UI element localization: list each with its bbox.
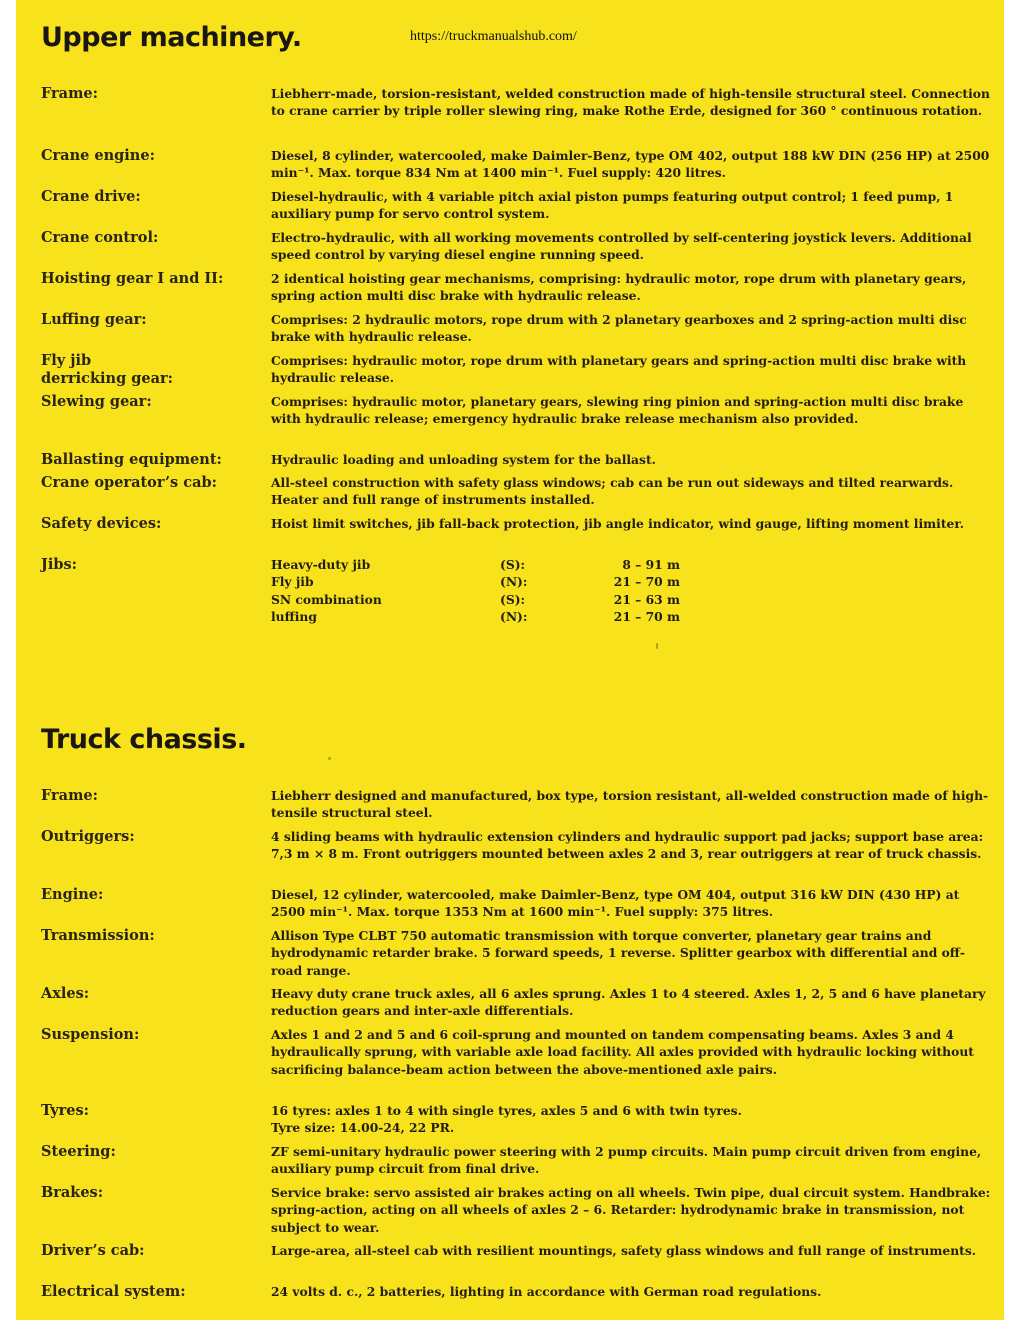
jib-code: (N): — [500, 608, 528, 624]
spec-label: Steering: — [41, 1143, 116, 1160]
spec-text: Heavy duty crane truck axles, all 6 axles sprung. Axles 1 to 4 steered. Axles 1, 2, 5 and 6 have planetary reduction gears and inter-axle differentials. — [271, 986, 986, 1019]
spec-row-safety-devices — [41, 515, 991, 556]
spec-label: Frame: — [41, 85, 98, 102]
spec-text: Comprises: 2 hydraulic motors, rope drum with 2 planetary gearboxes and 2 spring-action multi disc brake with hydraulic release. — [271, 312, 967, 345]
spec-page — [16, 0, 1004, 1320]
upper-machinery-specs — [41, 85, 991, 630]
spec-label: Jibs: — [41, 556, 78, 573]
spec-label: Tyres: — [41, 1102, 90, 1119]
jib-code: (N): — [500, 574, 528, 590]
spec-text: Comprises: hydraulic motor, planetary gears, slewing ring pinion and spring-action multi disc brake with hydraulic release; emergency hydraulic brake release mechanism also provided. — [271, 394, 964, 427]
spec-row-slewing-gear — [41, 393, 991, 451]
spec-text: Liebherr-made, torsion-resistant, welded construction made of high-tensile structural steel. Connection to crane carrier by triple roller slewing ring, make Rothe Erde, designed for 360 ° continuous rotation. — [271, 86, 990, 119]
truck-chassis-specs — [41, 787, 991, 1305]
jib-range: 21 – 63 m — [613, 591, 680, 607]
jib-row — [271, 591, 680, 608]
spec-text: Large-area, all-steel cab with resilient mountings, safety glass windows and full range of instruments. — [271, 1243, 977, 1258]
spec-text: Axles 1 and 2 and 5 and 6 coil-sprung and mounted on tandem compensating beams. Axles 3 and 4 hydraulically sprung, with variable axle load facility. All axles provided with hydraulic locking without sacrificing balance-beam action between the above-mentioned axle pairs. — [271, 1027, 974, 1077]
truck-chassis-heading: Truck chassis. — [41, 724, 247, 755]
spec-text: 16 tyres: axles 1 to 4 with single tyres, axles 5 and 6 with twin tyres. — [271, 1103, 742, 1118]
spec-row-drivers-cab — [41, 1242, 991, 1283]
spec-row-jibs — [41, 556, 991, 630]
spec-row-crane-operators-cab — [41, 474, 991, 515]
spec-label: Crane engine: — [41, 147, 155, 164]
spec-row-steering — [41, 1143, 991, 1184]
jib-name: Fly jib — [271, 574, 314, 590]
spec-text: Diesel, 8 cylinder, watercooled, make Daimler-Benz, type OM 402, output 188 kW DIN (256 HP) at 2500 min⁻¹. Max. torque 834 Nm at 1400 min⁻¹. Fuel supply: 420 litres. — [271, 148, 990, 181]
spec-text: 4 sliding beams with hydraulic extension cylinders and hydraulic support pad jacks; support base area: 7,3 m × 8 m. Front outriggers mounted between axles 2 and 3, rear outriggers at rear of truck chassis. — [271, 829, 984, 862]
spec-text: 24 volts d. c., 2 batteries, lighting in accordance with German road regulations. — [271, 1284, 822, 1299]
source-url: https://truckmanualshub.com/ — [410, 29, 577, 44]
spec-text: Allison Type CLBT 750 automatic transmission with torque converter, planetary gear trains and hydrodynamic retarder brake. 5 forward speeds, 1 reverse. Splitter gearbox with differential and off-road range. — [271, 928, 965, 978]
spec-text: Diesel, 12 cylinder, watercooled, make Daimler-Benz, type OM 404, output 316 kW DIN (430 HP) at 2500 min⁻¹. Max. torque 1353 Nm at 1600 min⁻¹. Fuel supply: 375 litres. — [271, 887, 960, 920]
print-speck — [656, 643, 658, 649]
spec-text: 2 identical hoisting gear mechanisms, comprising: hydraulic motor, rope drum with planetary gears, spring action multi disc brake with hydraulic release. — [271, 271, 967, 304]
spec-row-ballasting-equipment — [41, 451, 991, 474]
spec-row-crane-drive — [41, 188, 991, 229]
spec-row-hoisting-gear — [41, 270, 991, 311]
jib-name: Heavy-duty jib — [271, 557, 371, 572]
spec-text: Hydraulic loading and unloading system for the ballast. — [271, 452, 656, 467]
print-speck — [328, 757, 331, 760]
spec-text: Service brake: servo assisted air brakes acting on all wheels. Twin pipe, dual circuit system. Handbrake: spring-action, acting on all wheels of axles 2 – 6. Retarder: hydrodynamic brake in transmission, not subject to wear. — [271, 1185, 991, 1235]
jib-row — [271, 556, 680, 573]
spec-label: Brakes: — [41, 1184, 104, 1201]
spec-label: Safety devices: — [41, 515, 162, 532]
spec-label: Suspension: — [41, 1026, 140, 1043]
spec-text: Comprises: hydraulic motor, rope drum with planetary gears and spring-action multi disc brake with hydraulic release. — [271, 353, 967, 386]
spec-label: Axles: — [41, 985, 90, 1002]
spec-row-frame — [41, 787, 991, 828]
spec-label: Outriggers: — [41, 828, 135, 845]
spec-row-outriggers — [41, 828, 991, 886]
jib-name: SN combination — [271, 591, 382, 607]
spec-row-luffing-gear — [41, 311, 991, 352]
spec-label: Driver’s cab: — [41, 1242, 145, 1259]
spec-label: Frame: — [41, 787, 98, 804]
jib-name: luffing — [271, 608, 317, 624]
spec-label: Transmission: — [41, 927, 155, 944]
spec-label: Hoisting gear I and II: — [41, 270, 224, 287]
spec-label: Electrical system: — [41, 1283, 186, 1300]
spec-row-crane-control — [41, 229, 991, 270]
spec-row-axles — [41, 985, 991, 1026]
spec-row-frame — [41, 85, 991, 147]
spec-text: Hoist limit switches, jib fall-back protection, jib angle indicator, wind gauge, lifting moment limiter. — [271, 516, 964, 531]
jib-table — [271, 556, 680, 625]
jib-list — [271, 556, 991, 625]
spec-text-block — [271, 1102, 991, 1137]
spec-row-brakes — [41, 1184, 991, 1242]
jib-code: (S): — [500, 591, 526, 607]
spec-label: Crane drive: — [41, 188, 141, 205]
spec-row-transmission — [41, 927, 991, 985]
spec-text: Liebherr designed and manufactured, box type, torsion resistant, all-welded construction made of high-tensile structural steel. — [271, 788, 989, 821]
spec-text: Diesel-hydraulic, with 4 variable pitch axial piston pumps featuring output control; 1 feed pump, 1 auxiliary pump for servo control system. — [271, 189, 954, 222]
jib-range: 21 – 70 m — [613, 574, 680, 590]
upper-machinery-heading: Upper machinery. — [41, 22, 302, 53]
spec-label: Slewing gear: — [41, 393, 152, 410]
jib-code: (S): — [500, 557, 526, 572]
spec-label: Fly jib derricking gear: — [41, 352, 174, 387]
spec-row-crane-engine — [41, 147, 991, 188]
spec-text: ZF semi-unitary hydraulic power steering with 2 pump circuits. Main pump circuit driven from engine, auxiliary pump circuit from final drive. — [271, 1144, 982, 1177]
jib-row — [271, 573, 680, 590]
jib-row — [271, 608, 680, 625]
spec-row-suspension — [41, 1026, 991, 1102]
spec-label: Crane control: — [41, 229, 159, 246]
spec-label: Crane operator’s cab: — [41, 474, 217, 491]
spec-row-electrical-system — [41, 1283, 991, 1305]
spec-label: Ballasting equipment: — [41, 451, 222, 468]
spec-text-secondary: Tyre size: 14.00-24, 22 PR. — [271, 1120, 455, 1136]
spec-label: Engine: — [41, 886, 104, 903]
spec-row-engine — [41, 886, 991, 927]
spec-label: Luffing gear: — [41, 311, 147, 328]
spec-text: All-steel construction with safety glass windows; cab can be run out sideways and tilted rearwards. Heater and full range of instruments installed. — [271, 475, 954, 508]
spec-text: Electro-hydraulic, with all working movements controlled by self-centering joystick levers. Additional speed control by varying diesel engine running speed. — [271, 230, 972, 263]
jib-range: 8 – 91 m — [622, 557, 680, 572]
spec-row-fly-jib-derricking-gear — [41, 352, 991, 393]
spec-row-tyres — [41, 1102, 991, 1143]
jib-range: 21 – 70 m — [613, 608, 680, 624]
